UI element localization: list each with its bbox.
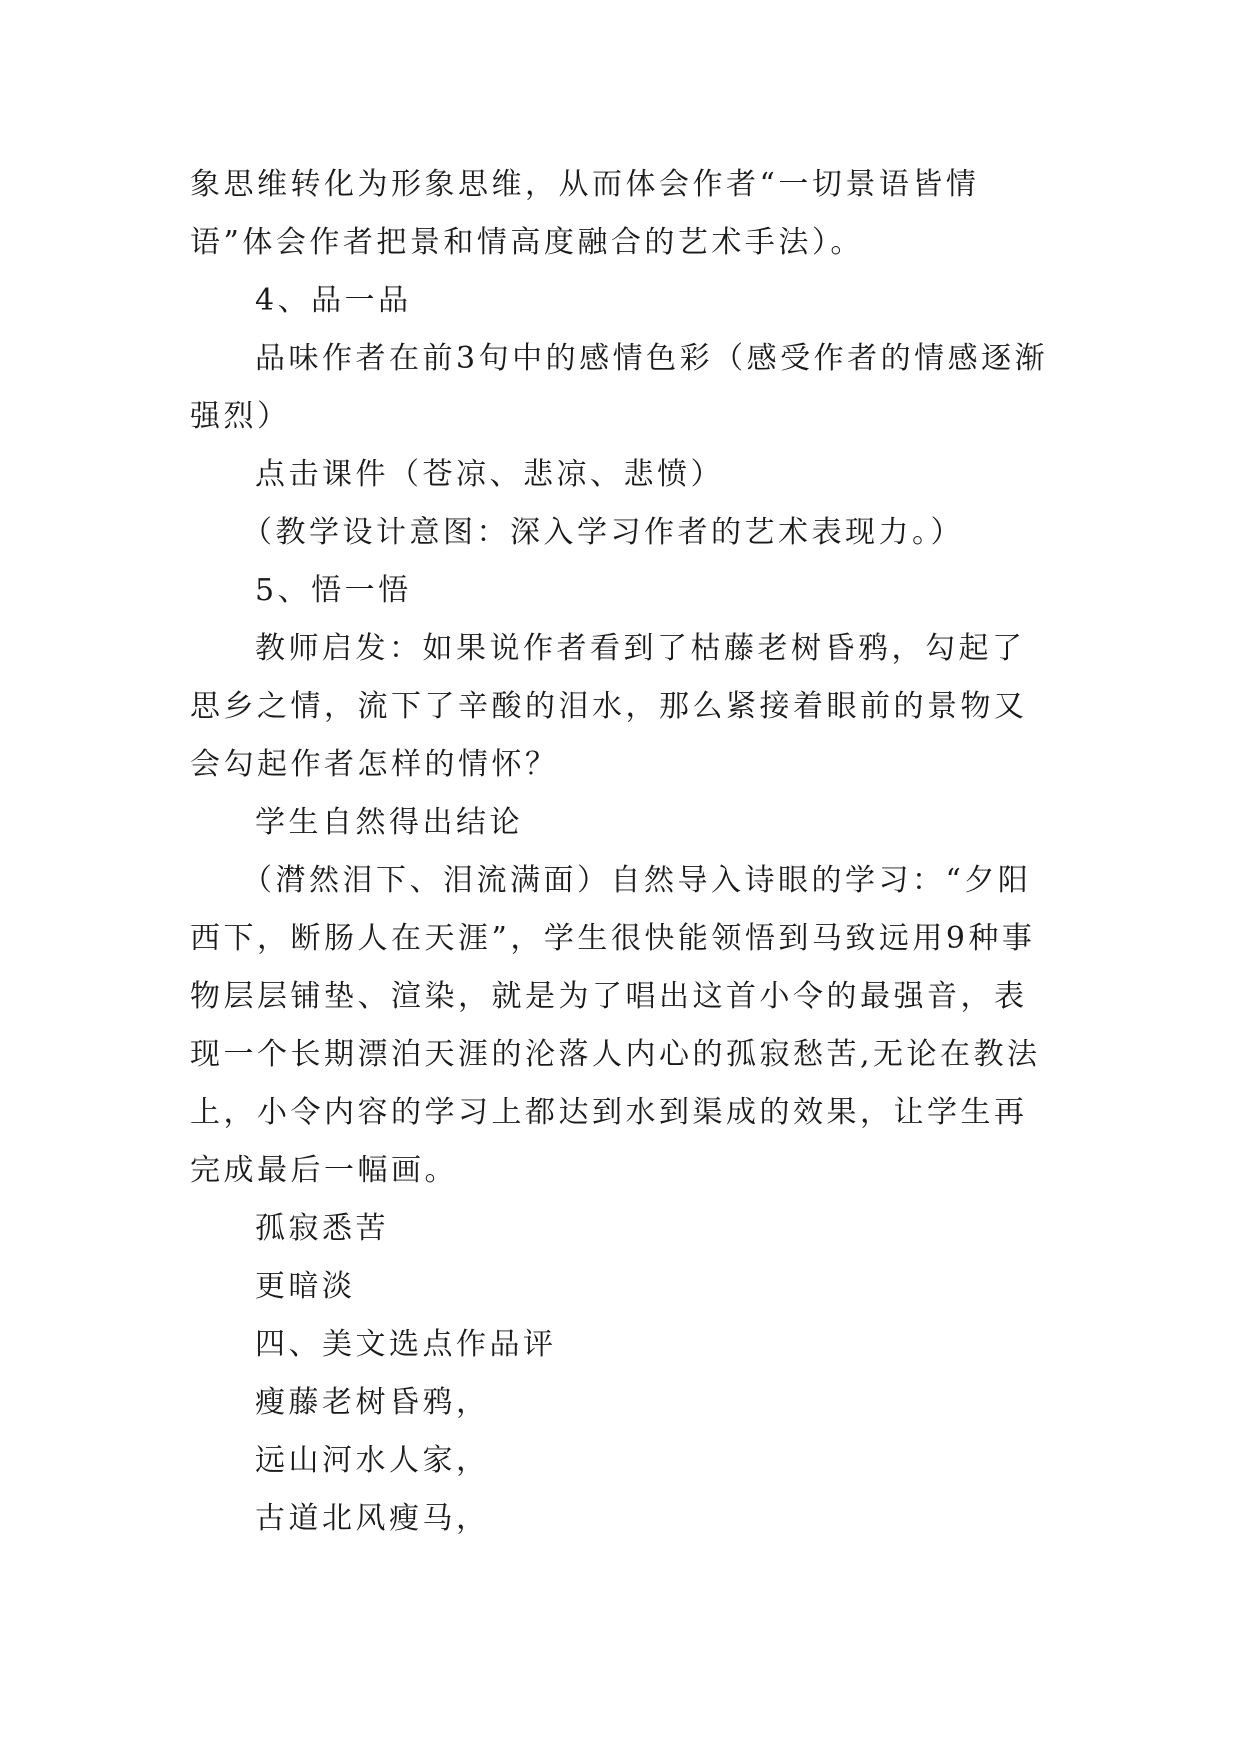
poem-line-3: 古道北风瘦马，	[255, 1501, 490, 1536]
section-heading-4: 4、品一品	[255, 283, 412, 318]
section-heading-5: 5、悟一悟	[255, 573, 412, 608]
poem-line-2: 远山河水人家，	[255, 1443, 490, 1478]
paragraph-3: 点击课件（苍凉、悲凉、悲愤）	[255, 457, 724, 492]
paragraph-7: 孤寂悉苦	[255, 1211, 389, 1246]
document-body	[190, 156, 1050, 1548]
poem-line-1: 瘦藤老树昏鸦，	[255, 1385, 490, 1420]
paragraph-4: 教师启发：如果说作者看到了枯藤老树昏鸦，勾起了思乡之情，流下了辛酸的泪水，那么紧接着眼前的景物又会勾起作者怎样的情怀？	[190, 631, 1028, 782]
paragraph-6: （潸然泪下、泪流满面）自然导入诗眼的学习：“夕阳西下，断肠人在天涯”，学生很快能领悟到马致远用9种事物层层铺垫、渲染，就是为了唱出这首小令的最强音，表现一个长期漂泊天涯的沦落人内心的孤寂愁苦,无论在教法上，小令内容的学习上都达到水到渠成的效果，让学生再完成最后一幅画。	[190, 863, 1041, 1188]
paragraph-5: 学生自然得出结论	[255, 805, 523, 840]
section-heading-four: 四、美文选点作品评	[255, 1327, 557, 1362]
paragraph-2: 品味作者在前3句中的感情色彩（感受作者的情感逐渐强烈）	[190, 341, 1049, 434]
paragraph-8: 更暗淡	[255, 1269, 356, 1304]
paragraph-1: 象思维转化为形象思维，从而体会作者“一切景语皆情语”体会作者把景和情高度融合的艺术手法）。	[190, 167, 980, 260]
design-intent-note: （教学设计意图：深入学习作者的艺术表现力。）	[242, 515, 964, 550]
